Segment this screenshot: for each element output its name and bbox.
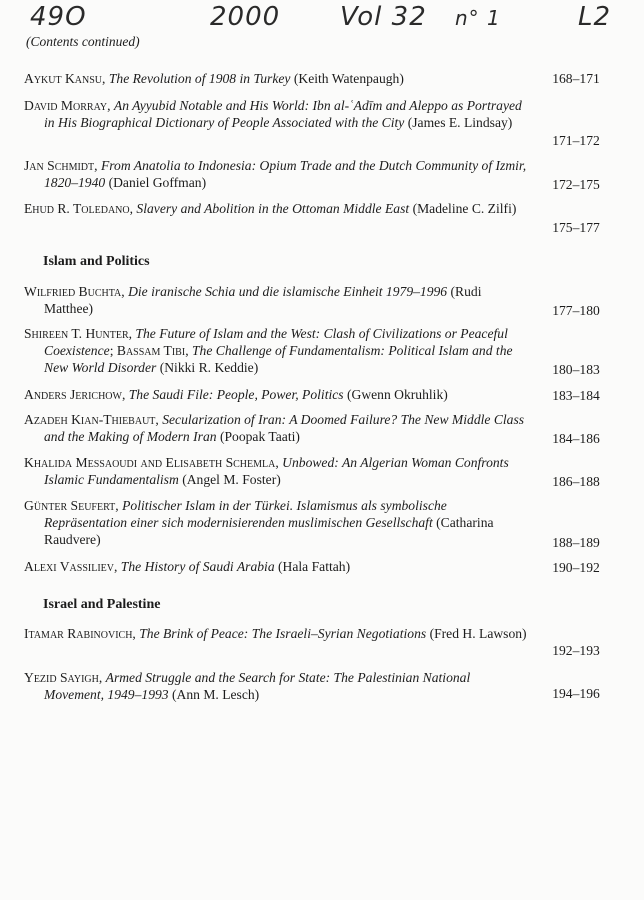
entry-author: Alexi Vassiliev [24,559,114,574]
entry-pages: 171–172 [552,133,600,148]
review-entry: Khalida Messaoudi and Elisabeth Schemla, Unbowed: An Algerian Woman Confronts Islamic Fundamentalism (Angel M. Foster) [24,455,509,487]
entry-title: The Future of Islam and the West: Clash of Civilizations or Peaceful Coexistence [44,326,508,358]
review-entry: Alexi Vassiliev, The History of Saudi Arabia (Hala Fattah) [24,559,351,574]
entry-title: Unbowed: An Algerian Woman Confronts Islamic Fundamentalism [44,455,509,487]
entry-reviewer: (Rudi Matthee) [44,284,482,316]
entry-title: Secularization of Iran: A Doomed Failure? The New Middle Class and the Making of Modern Iran [44,412,525,444]
entry-reviewer: (Hala Fattah) [278,559,351,574]
entry-reviewer: (Daniel Goffman) [108,175,207,190]
entry-title: The Challenge of Fundamentalism: Political Islam and the New World Disorder [44,343,513,375]
handwritten-annotation: L2 [578,2,612,32]
entry-pages: 188–189 [552,535,600,550]
section-heading: Israel and Palestine [43,597,161,612]
entry-reviewer: (Madeline C. Zilfi) [412,201,517,216]
entry-pages: 180–183 [552,362,600,377]
entry-author: Yezid Sayigh [24,670,99,685]
entry-reviewer: (Catharina Raudvere) [44,515,494,547]
review-entry: Aykut Kansu, The Revolution of 1908 in Turkey (Keith Watenpaugh) [24,71,404,86]
entry-pages: 175–177 [552,220,600,235]
review-entry: Jan Schmidt, From Anatolia to Indonesia: Opium Trade and the Dutch Community of Izmir, 1820–1940 (Daniel Goffman) [24,158,527,190]
entry-author: Khalida Messaoudi and Elisabeth Schemla [24,455,276,470]
entry-reviewer: (Gwenn Okruhlik) [346,387,448,402]
handwritten-annotation: n° 1 [455,6,501,30]
entry-title: Armed Struggle and the Search for State: The Palestinian National Movement, 1949–1993 [44,670,471,702]
entry-pages: 192–193 [552,643,600,658]
review-entry: Shireen T. Hunter, The Future of Islam and the West: Clash of Civilizations or Peaceful Coexistence; Bassam Tibi, The Challenge of Fundamentalism: Political Islam and the New World Disorder (Nikki R. Keddie) [24,326,513,375]
entry-author: Azadeh Kian-Thiebaut [24,412,156,427]
entry-reviewer: (Fred H. Lawson) [429,626,527,641]
entry-reviewer: (Poopak Taati) [219,429,300,444]
entry-author: Günter Seufert [24,498,116,513]
entry-author: Wilfried Buchta [24,284,122,299]
entry-pages: 184–186 [552,431,600,446]
entry-title: Die iranische Schia und die islamische Einheit 1979–1996 [128,284,448,299]
entry-title: The Revolution of 1908 in Turkey [108,71,291,86]
handwritten-annotation: 49O [30,2,87,32]
entry-title: The Saudi File: People, Power, Politics [128,387,344,402]
entry-author: Bassam Tibi [116,343,186,358]
review-entry: Ehud R. Toledano, Slavery and Abolition in the Ottoman Middle East (Madeline C. Zilfi) [24,201,517,216]
entry-reviewer: (Ann M. Lesch) [172,687,260,702]
entry-title: An Ayyubid Notable and His World: Ibn al-ʿAdīm and Aleppo as Portrayed in His Biographical Dictionary of People Associated with the City [44,98,522,130]
entry-reviewer: (Angel M. Foster) [182,472,281,487]
review-entry: Günter Seufert, Politischer Islam in der Türkei. Islamismus als symbolische Repräsentation einer sich modernisierenden muslimischen Gesellschaft (Catharina Raudvere) [24,498,494,547]
entry-author: Aykut Kansu [24,71,103,86]
review-entry: Wilfried Buchta, Die iranische Schia und die islamische Einheit 1979–1996 (Rudi Matthee) [24,284,482,316]
entry-pages: 183–184 [552,388,600,403]
entry-pages: 190–192 [552,560,600,575]
entry-title: The History of Saudi Arabia [120,559,275,574]
handwritten-annotation: 2000 [210,2,281,32]
section-heading: Islam and Politics [43,254,150,269]
entry-title: The Brink of Peace: The Israeli–Syrian Negotiations [139,626,427,641]
contents-continued-label: (Contents continued) [26,34,140,49]
entry-author: Shireen T. Hunter [24,326,129,341]
review-entry: Yezid Sayigh, Armed Struggle and the Search for State: The Palestinian National Movement, 1949–1993 (Ann M. Lesch) [24,670,471,702]
entry-title: Politischer Islam in der Türkei. Islamismus als symbolische Repräsentation einer sich modernisierenden muslimischen Gesellschaft [44,498,447,530]
entry-title: From Anatolia to Indonesia: Opium Trade and the Dutch Community of Izmir, 1820–1940 [44,158,527,190]
entry-pages: 172–175 [552,177,600,192]
entry-author: Itamar Rabinovich [24,626,133,641]
entry-reviewer: (Nikki R. Keddie) [159,360,259,375]
entry-pages: 168–171 [552,71,600,86]
review-entry: David Morray, An Ayyubid Notable and His World: Ibn al-ʿAdīm and Aleppo as Portrayed in His Biographical Dictionary of People Associated with the City (James E. Lindsay) [24,98,522,130]
entry-reviewer: (Keith Watenpaugh) [293,71,404,86]
entry-pages: 177–180 [552,303,600,318]
entry-author: Anders Jerichow [24,387,122,402]
entry-pages: 194–196 [552,686,600,701]
review-entry: Itamar Rabinovich, The Brink of Peace: The Israeli–Syrian Negotiations (Fred H. Lawson) [24,626,527,641]
entry-separator: ; [109,343,114,358]
entry-pages: 186–188 [552,474,600,489]
review-entry: Anders Jerichow, The Saudi File: People, Power, Politics (Gwenn Okruhlik) [24,387,448,402]
entry-title: Slavery and Abolition in the Ottoman Middle East [136,201,410,216]
review-entry: Azadeh Kian-Thiebaut, Secularization of Iran: A Doomed Failure? The New Middle Class and the Making of Modern Iran (Poopak Taati) [24,412,525,444]
entry-reviewer: (James E. Lindsay) [407,115,513,130]
entry-author: Jan Schmidt [24,158,95,173]
entry-author: David Morray [24,98,108,113]
handwritten-annotation: Vol 32 [340,2,427,32]
entry-author: Ehud R. Toledano [24,201,130,216]
